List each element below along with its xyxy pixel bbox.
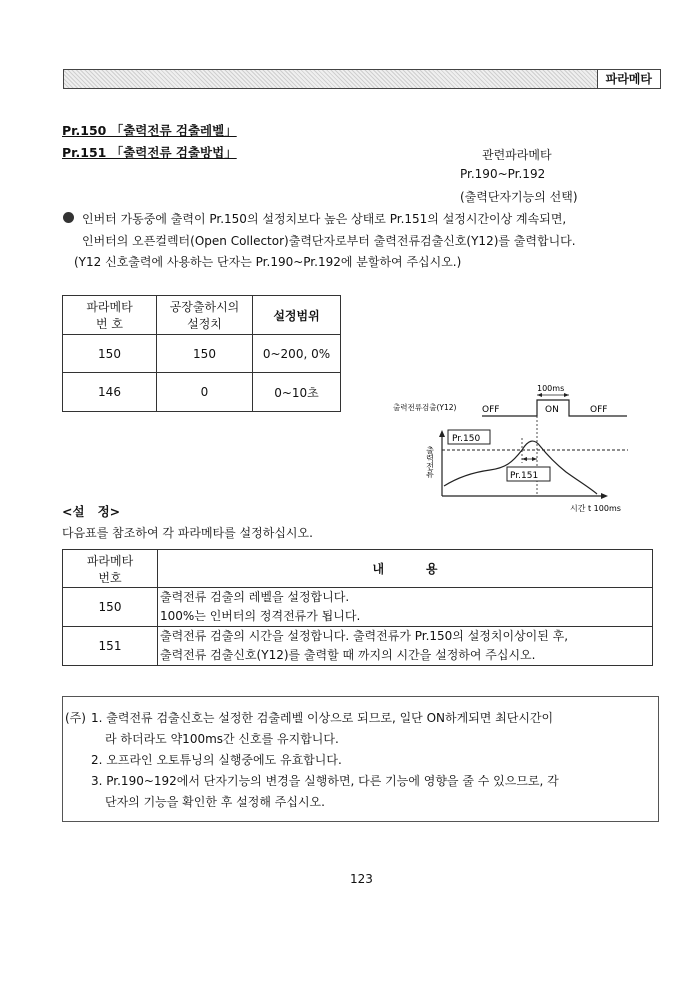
settings-instruction: 다음표를 참조하여 각 파라메타를 설정하십시오. xyxy=(62,526,313,540)
note-1a: 1. 출력전류 검출신호는 설정한 검출레벨 이상으로 되므로, 일단 ON하게되면 최단시간이 xyxy=(91,711,554,725)
table-cell: 0 xyxy=(157,373,253,412)
related-heading: 관련파라메타 xyxy=(482,148,552,162)
settings-table xyxy=(62,549,653,666)
title-pr150: Pr.150 「출력전류 검출레벨」 xyxy=(62,123,237,138)
header-label: 파라메타 xyxy=(597,70,660,88)
notes-prefix: (주) xyxy=(65,711,86,725)
related-desc: (출력단자기능의 선택) xyxy=(460,190,578,204)
intro-line3: (Y12 신호출력에 사용하는 단자는 Pr.190~Pr.192에 분할하여 주십시오.) xyxy=(74,255,462,269)
table-row xyxy=(63,373,341,412)
table-cell: 150 xyxy=(63,588,158,627)
page-number: 123 xyxy=(350,872,373,886)
table-header: 파라메타 번 호 xyxy=(63,296,157,335)
cell-line: 출력전류 검출의 레벨을 설정합니다. xyxy=(160,590,350,604)
x-axis-label: 시간 t 100ms xyxy=(570,504,621,513)
note-3b: 단자의 기능을 확인한 후 설정해 주십시오. xyxy=(105,795,325,809)
pr150-label: Pr.150 xyxy=(452,434,481,444)
table-row xyxy=(63,627,653,666)
cell-line: 100%는 인버터의 정격전류가 됩니다. xyxy=(160,609,361,623)
related-range: Pr.190~Pr.192 xyxy=(460,167,546,181)
table-header: 파라메타 번호 xyxy=(63,550,158,588)
table-cell: 146 xyxy=(63,373,157,412)
table-cell: 0~10초 xyxy=(253,373,341,412)
table-cell: 150 xyxy=(63,335,157,373)
table-header: 공장출하시의 설정치 xyxy=(157,296,253,335)
intro-line2: 인버터의 오픈컬렉터(Open Collector)출력단자로부터 출력전류검출신호(Y12)를 출력합니다. xyxy=(82,234,576,248)
table-cell: 150 xyxy=(157,335,253,373)
signal-label: 출력전류검출(Y12) xyxy=(393,403,457,412)
on-label: ON xyxy=(545,405,559,415)
pr151-label: Pr.151 xyxy=(510,471,539,481)
table-cell: 151 xyxy=(63,627,158,666)
off-right-label: OFF xyxy=(590,405,608,415)
table-header: 설정범위 xyxy=(253,296,341,335)
note-2: 2. 오프라인 오토튜닝의 실행중에도 유효합니다. xyxy=(91,753,342,767)
pulse-width-label: 100ms xyxy=(537,384,565,393)
settings-heading: <설 정> xyxy=(62,504,121,519)
bullet-icon xyxy=(63,212,74,223)
table-cell xyxy=(158,588,653,627)
y-axis-label: 출력전류 xyxy=(425,446,435,478)
table-row xyxy=(63,335,341,373)
note-3a: 3. Pr.190~192에서 단자기능의 변경을 실행하면, 다른 기능에 영향을 줄 수 있으므로, 각 xyxy=(91,774,559,788)
cell-line: 출력전류 검출신호(Y12)를 출력할 때 까지의 시간을 설정하여 주십시오. xyxy=(160,648,536,662)
off-left-label: OFF xyxy=(482,405,500,415)
param-table xyxy=(62,295,341,412)
header-bar xyxy=(63,69,661,89)
notes-box xyxy=(62,696,659,822)
cell-line: 출력전류 검출의 시간을 설정합니다. 출력전류가 Pr.150의 설정치이상이된 후, xyxy=(160,629,569,643)
table-row xyxy=(63,588,653,627)
table-cell: 0~200, 0% xyxy=(253,335,341,373)
table-cell xyxy=(158,627,653,666)
title-pr151: Pr.151 「출력전류 검출방법」 xyxy=(62,145,237,160)
note-1b: 라 하더라도 약100ms간 신호를 유지합니다. xyxy=(105,732,339,746)
timing-diagram xyxy=(390,378,640,518)
intro-line1: 인버터 가동중에 출력이 Pr.150의 설정치보다 높은 상태로 Pr.151의 설정시간이상 계속되면, xyxy=(82,212,567,226)
table-header: 내 용 xyxy=(158,550,653,588)
